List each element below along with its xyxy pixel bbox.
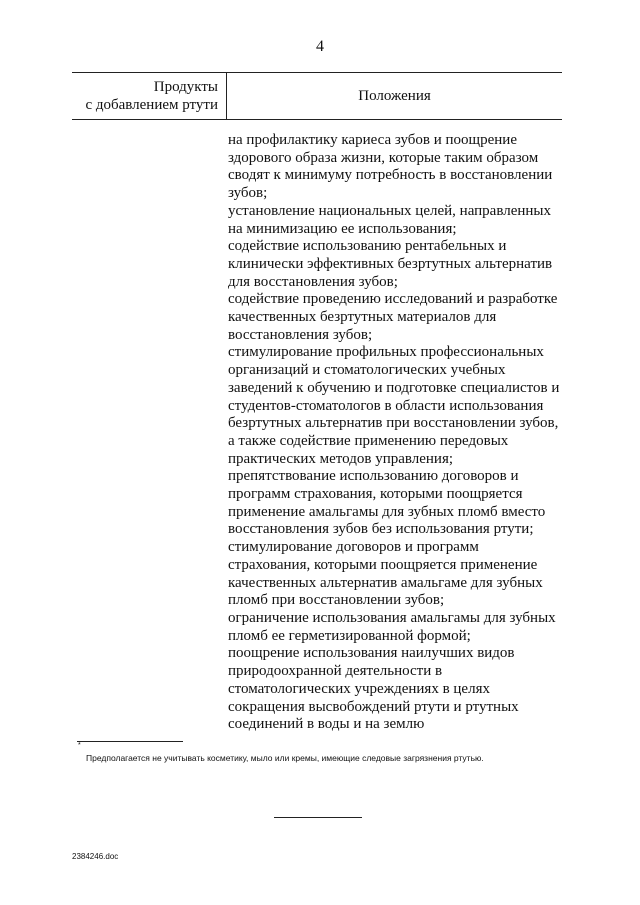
- header-products-column: [72, 78, 226, 114]
- provision-line: пломб при восстановлении зубов;: [228, 592, 445, 609]
- provision-line: стимулирование договоров и программ: [228, 539, 479, 556]
- provision-line: соединений в воды и на землю: [228, 716, 425, 733]
- provision-line: страхования, которыми поощряется применение: [228, 556, 538, 573]
- provision-line: на профилактику кариеса зубов и поощрение: [228, 132, 517, 148]
- provision-line: на минимизацию ее использования;: [228, 220, 457, 237]
- provision-line: студентов-стоматологов в области использования: [228, 397, 544, 414]
- provision-line: безртутных альтернатив при восстановлении зубов,: [228, 415, 559, 432]
- provision-line: а также содействие применению передовых: [228, 432, 509, 449]
- provision-line: здорового образа жизни, которые таким образом: [228, 149, 539, 166]
- footnote-mark: *: [78, 742, 81, 749]
- provision-line: содействие проведению исследований и разработке: [228, 291, 558, 308]
- table-header: [72, 72, 562, 120]
- provision-line: восстановления зубов;: [228, 326, 373, 343]
- header-products-line1: Продукты: [153, 79, 218, 95]
- footnote-separator: [77, 741, 183, 742]
- provisions-text: [228, 132, 568, 734]
- provision-line: ограничение использования амальгамы для зубных: [228, 609, 556, 626]
- provision-line: содействие использованию рентабельных и: [228, 238, 507, 255]
- provision-line: программ страхования, которыми поощряется: [228, 486, 523, 503]
- provision-line: качественных безртутных материалов для: [228, 309, 497, 326]
- header-products-line2: с добавлением ртути: [85, 97, 218, 113]
- provision-line: пломб ее герметизированной формой;: [228, 627, 471, 644]
- provision-line: практических методов управления;: [228, 450, 454, 467]
- document-id: 2384246.doc: [72, 852, 119, 861]
- header-provisions-column: Положения: [358, 87, 431, 104]
- provision-line: стоматологических учреждениях в целях: [228, 680, 490, 697]
- provision-line: зубов;: [228, 185, 268, 202]
- provision-line: сводят к минимуму потребность в восстановлении: [228, 167, 553, 184]
- provision-line: качественных альтернатив амальгаме для зубных: [228, 574, 543, 591]
- provision-line: заведений к обучению и подготовке специалистов и: [228, 379, 560, 396]
- end-of-document-rule: [274, 817, 362, 818]
- provision-line: установление национальных целей, направленных: [228, 202, 551, 219]
- provision-line: организаций и стоматологических учебных: [228, 362, 506, 379]
- provision-line: сокращения высвобождений ртути и ртутных: [228, 698, 519, 715]
- provision-line: для восстановления зубов;: [228, 273, 398, 290]
- provision-line: стимулирование профильных профессиональных: [228, 344, 544, 361]
- page-number: 4: [316, 38, 324, 55]
- provision-line: поощрение использования наилучших видов: [228, 645, 515, 662]
- provision-line: природоохранной деятельности в: [228, 663, 443, 680]
- provision-line: клинически эффективных безртутных альтернатив: [228, 255, 553, 272]
- provision-line: восстановления зубов без использования ртути;: [228, 521, 534, 538]
- provision-line: препятствование использованию договоров и: [228, 468, 519, 485]
- provision-line: применение амальгамы для зубных пломб вместо: [228, 503, 546, 520]
- footnote-text: Предполагается не учитывать косметику, мыло или кремы, имеющие следовые загрязнения ртутью.: [86, 753, 484, 763]
